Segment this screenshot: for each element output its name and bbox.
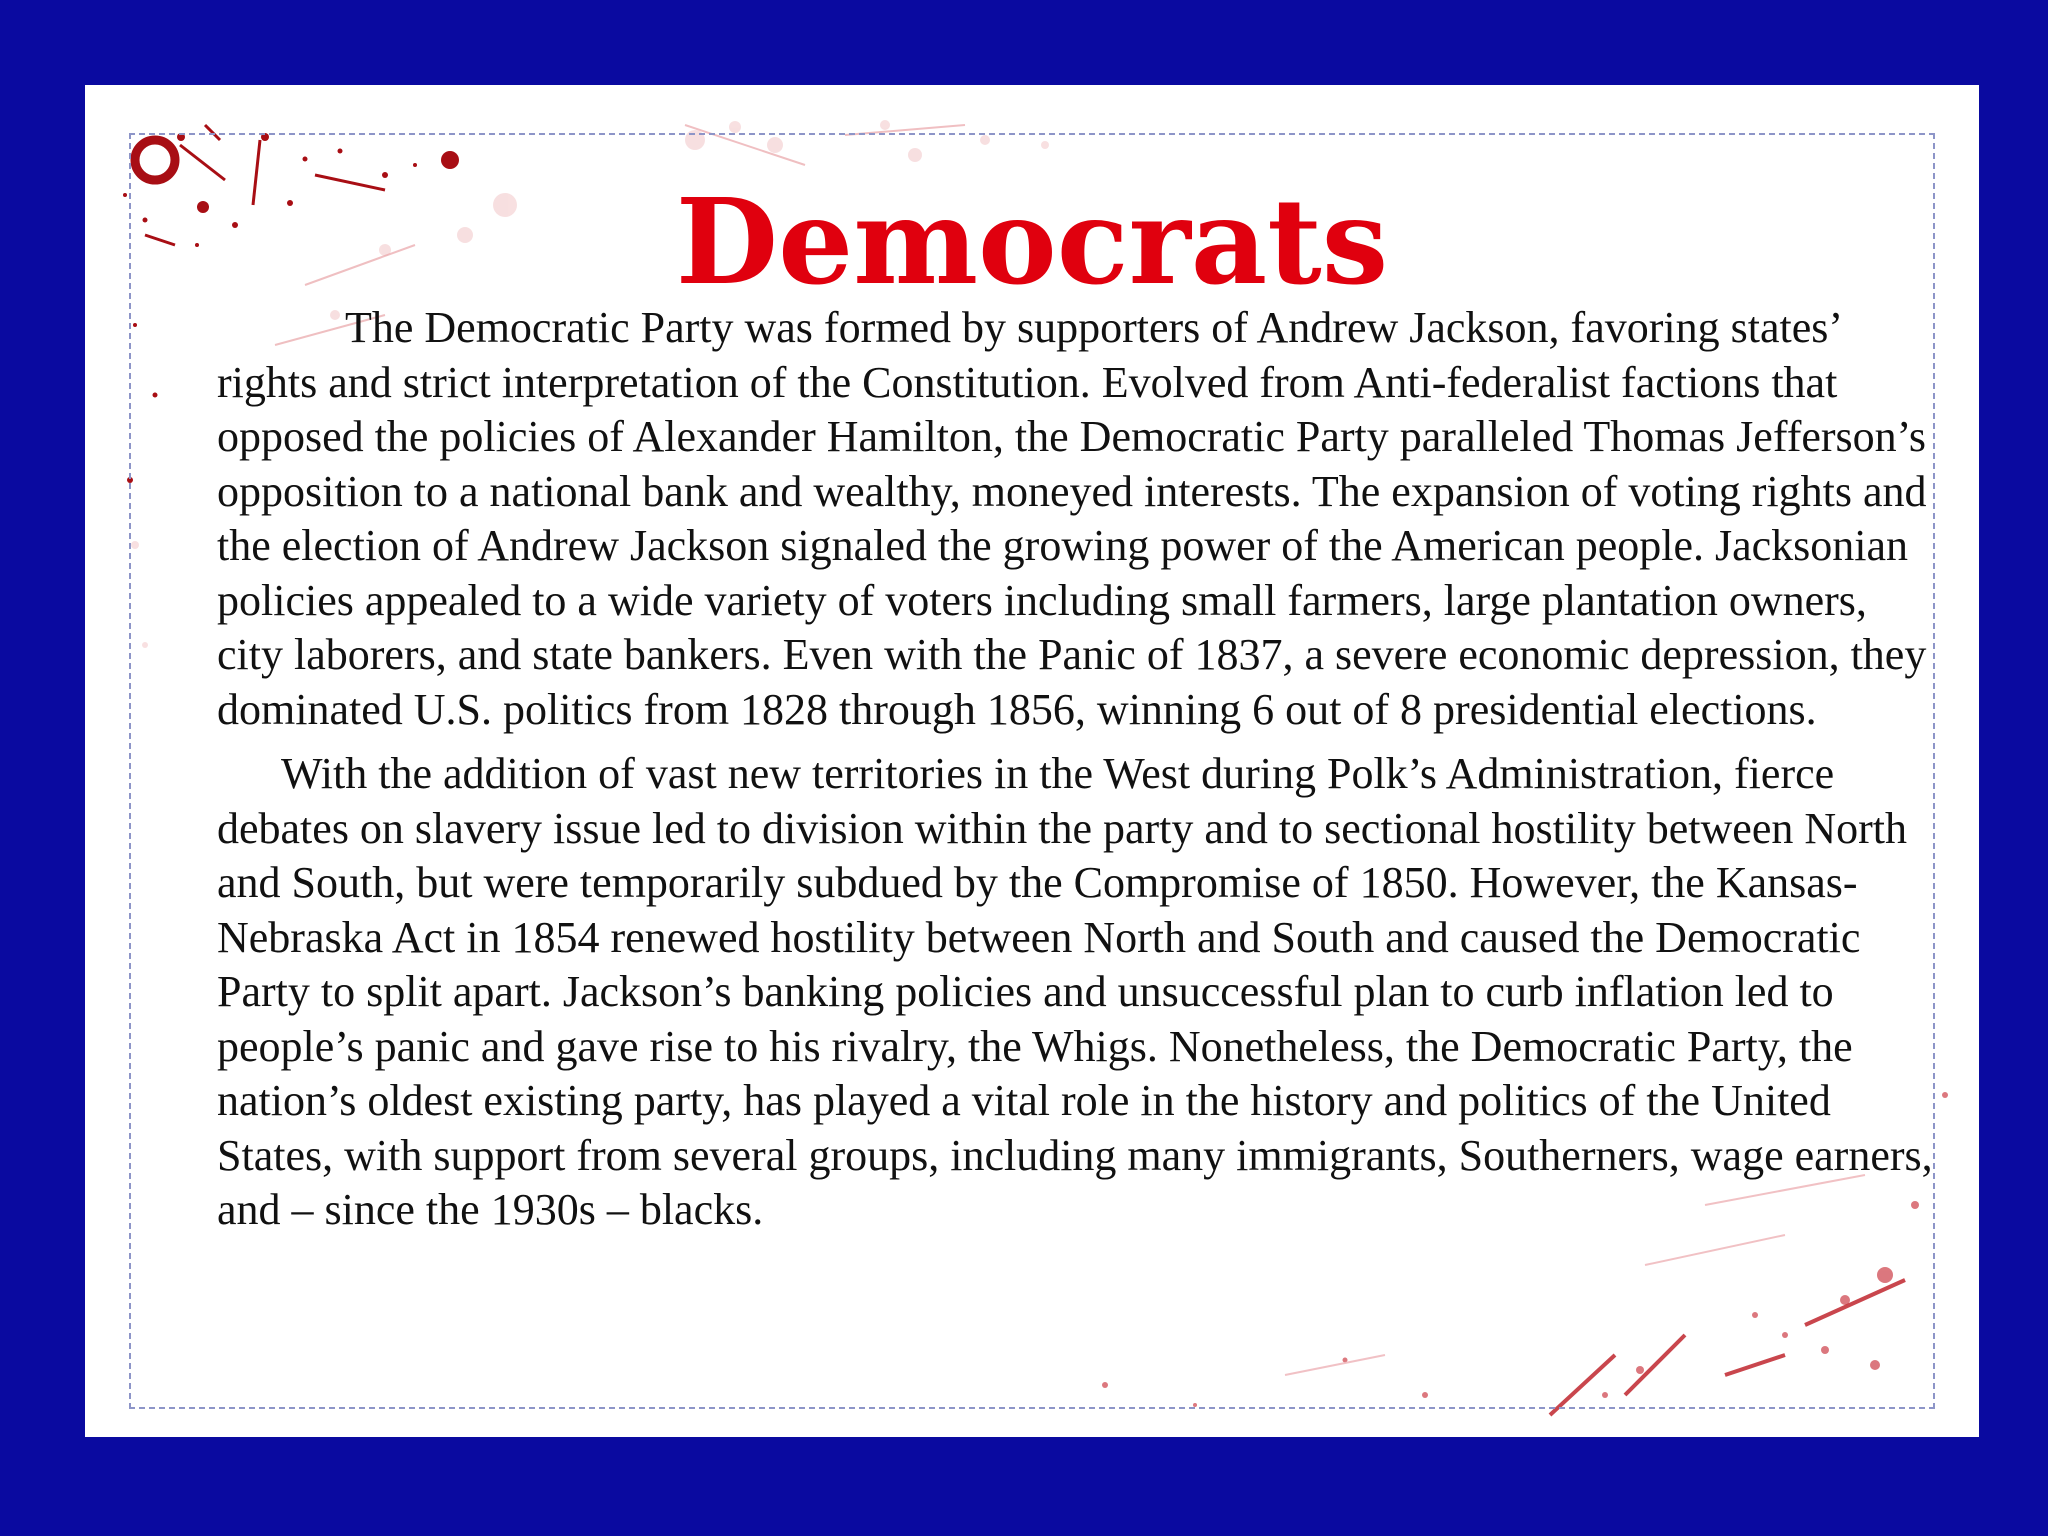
page-title: Democrats — [675, 172, 1389, 311]
paragraph-2: With the addition of vast new territories in the West during Polk’s Administration, fierce debates on slavery issue led to division within the party and to sectional hostility between North and South, but were temporarily subdued by the Compromise of 1850. However, the Kansas-Nebraska Act in 1854 renewed hostility between North and South and caused the Democratic Party to split apart. Jackson’s banking policies and unsuccessful plan to curb inflation led to people’s panic and gave rise to his rivalry, the Whigs. Nonetheless, the Democratic Party, the nation’s oldest existing party, has played a vital role in the history and politics of the United States, with support from several groups, including many immigrants, Southerners, wage earners, and – since the 1930s – blacks. — [217, 749, 1933, 1234]
body-text — [217, 301, 1937, 1238]
paragraph-1: The Democratic Party was formed by supporters of Andrew Jackson, favoring states’ rights and strict interpretation of the Constitution. Evolved from Anti-federalist factions that opposed the policies of Alexander Hamilton, the Democratic Party paralleled Thomas Jefferson’s opposition to a national bank and wealthy, moneyed interests. The expansion of voting rights and the election of Andrew Jackson signaled the growing power of the American people. Jacksonian policies appealed to a wide variety of voters including small farmers, large plantation owners, city laborers, and state bankers. Even with the Panic of 1837, a severe economic depression, they dominated U.S. politics from 1828 through 1856, winning 6 out of 8 presidential elections. — [217, 303, 1927, 734]
slide — [85, 85, 1979, 1437]
